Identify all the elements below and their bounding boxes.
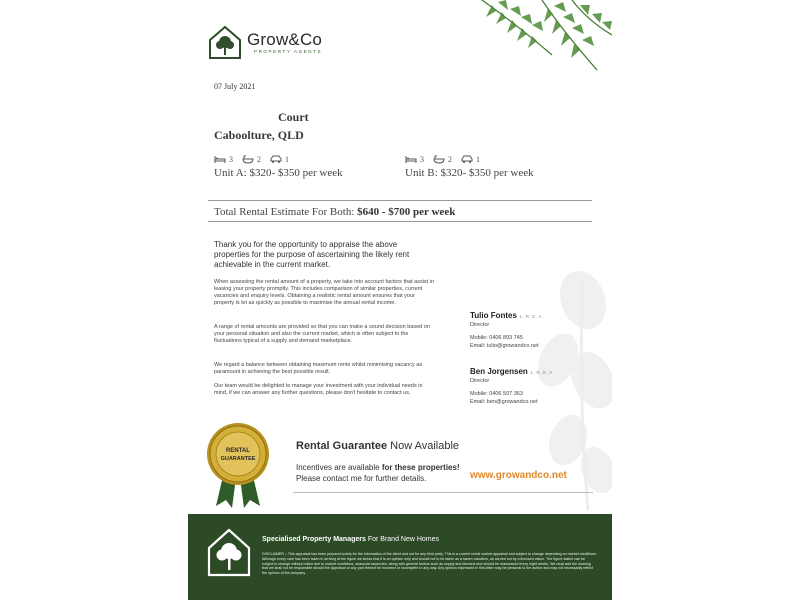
website-link[interactable]: www.growandco.net — [470, 470, 567, 481]
total-estimate — [214, 206, 455, 218]
divider-bottom — [208, 221, 592, 222]
unit-a-baths: 2 — [257, 155, 261, 164]
contact-name: Ben Jorgensen — [470, 367, 528, 376]
footer-tag-bold: Specialised Property Managers — [262, 536, 366, 543]
contact-lrea: L.R.E.A — [530, 370, 554, 375]
bath-icon — [242, 155, 254, 164]
car-icon — [270, 155, 282, 164]
bed-icon — [405, 155, 417, 164]
bed-icon — [214, 155, 226, 164]
unit-b-summary — [405, 155, 534, 179]
divider-top — [208, 200, 592, 201]
body-paragraph: Our team would be delighted to manage your investment with your individual needs in mind, if we can answer any further questions, please don't hesitate to contact us. — [214, 383, 423, 396]
footer-banner — [188, 514, 612, 600]
unit-b-baths: 2 — [448, 155, 452, 164]
footer-disclaimer: DISCLAIMER – This appraisal has been prepared solely for the information of the client and not for any third party. This is a current rental market appraisal and subject to change depending on market conditions. Although every care has been taken in arriving at the figure we stress that it is an opinion only and should not to be taken as a sworn valuation, as carried out by a licensed valuer. The figure stated can be subject to change without notice due to market conditions, seasonal vacancies, along with general factors such as supply and demand and should be reassessed every eight weeks. We must add the warning that we shall not be responsible should the Appraisal or any part thereof be incorrect or incomplete in any way. Any opinion expressed in this letter may be personal to the author and may not necessarily reflect the opinion of the company. — [262, 552, 597, 576]
seal-text-1: RENTAL — [226, 448, 250, 454]
rg-line2: Please contact me for further details. — [296, 474, 427, 483]
brand-subtitle: PROPERTY AGENTS — [253, 48, 323, 54]
house-tree-logo-icon — [208, 24, 242, 60]
unit-a-summary — [214, 155, 343, 179]
body-paragraph: We regard a balance between obtaining maximum rents whilst minimising vacancy as paramount in achieving the best possible result. — [214, 362, 423, 375]
intro-paragraph: Thank you for the opportunity to appraise the above properties for the purpose of ascertaining the likely rent achievable in the current market. — [214, 240, 410, 269]
body-paragraph: A range of rental amounts are provided so that you can make a sound decision based on your personal situation and also the current market, which is often subject to the fluctuations typical of a supply and demand marketplace. — [214, 324, 430, 344]
contact-email[interactable]: Email: ben@growandco.net — [470, 399, 538, 405]
address-line-1: Court — [278, 110, 309, 124]
car-icon — [461, 155, 473, 164]
rg-title-bold: Rental Guarantee — [296, 440, 388, 452]
contact-name: Tulio Fontes — [470, 311, 517, 320]
palm-leaves-decoration — [422, 0, 612, 75]
contact-email[interactable]: Email: tulio@growandco.net — [470, 343, 539, 349]
rg-title-rest: Now Available — [387, 440, 460, 452]
seal-text-2: GUARANTEE — [220, 456, 256, 462]
contact-title: Director — [470, 322, 490, 328]
total-value: $640 - $700 per week — [357, 206, 456, 218]
footer-tagline — [262, 536, 439, 543]
rg-line1-bold: for these properties! — [381, 463, 460, 472]
rental-guarantee-text — [296, 462, 460, 484]
rental-guarantee-title — [296, 440, 459, 452]
rental-guarantee-seal-icon — [206, 422, 270, 508]
unit-b-beds: 3 — [420, 155, 424, 164]
appraisal-letter — [188, 0, 612, 600]
company-logo — [208, 24, 322, 60]
contact-title: Director — [470, 378, 490, 384]
rg-line1-start: Incentives are available — [296, 463, 382, 472]
contact-mobile[interactable]: Mobile: 0406 893 745 — [470, 335, 523, 341]
contact-card — [470, 312, 542, 350]
house-tree-logo-icon — [206, 526, 252, 578]
footer-tag-rest: For Brand New Homes — [365, 536, 440, 543]
letter-date: 07 July 2021 — [214, 82, 256, 91]
unit-a-beds: 3 — [229, 155, 233, 164]
total-label: Total Rental Estimate For Both: — [214, 206, 355, 218]
address-line-2: Caboolture, QLD — [214, 128, 304, 142]
unit-b-cars: 1 — [476, 155, 480, 164]
unit-b-rent: Unit B: $320- $350 per week — [405, 167, 534, 179]
bath-icon — [433, 155, 445, 164]
unit-a-cars: 1 — [285, 155, 289, 164]
contact-lrea: L.R.E.A — [519, 314, 543, 319]
contact-card — [470, 368, 553, 406]
guarantee-divider — [293, 492, 593, 493]
body-paragraph: When assessing the rental amount of a property, we take into account factors that assist in leasing your property promptly. This includes comparison of similar properties, current vacancies and enquiry levels. Obtaining a realistic rental amount ensures that your property is let as quickly as possible to maximise the annual rental income. — [214, 279, 435, 306]
contact-mobile[interactable]: Mobile: 0406 507 363 — [470, 391, 523, 397]
brand-name: Grow&Co — [247, 29, 323, 49]
unit-a-rent: Unit A: $320- $350 per week — [214, 167, 343, 179]
